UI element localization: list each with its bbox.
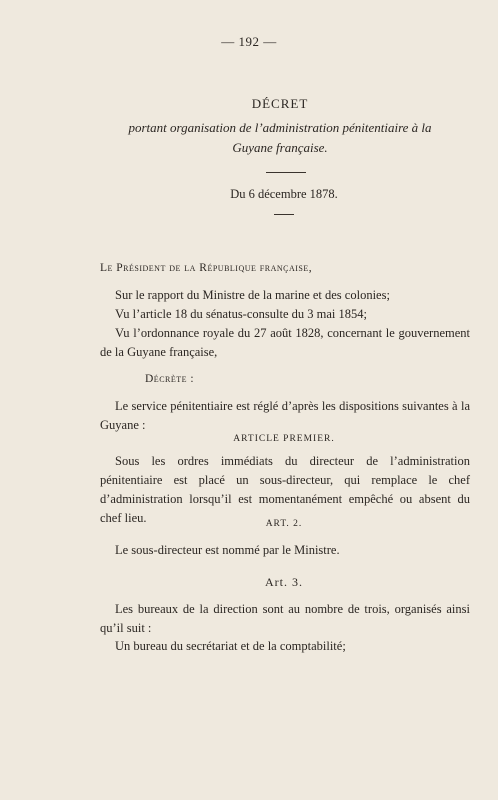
- article-2-heading: ART. 2.: [265, 519, 303, 529]
- list-item: Un bureau du secrétariat et de la comptabilité;: [115, 639, 346, 653]
- article-3-heading: Art. 3.: [265, 575, 303, 589]
- article-2-text: Le sous-directeur est nommé par le Ministre.: [115, 543, 340, 557]
- article-3-text: Les bureaux de la direction sont au nombre de trois, organisés ainsi qu’il suit :: [100, 602, 470, 635]
- salutation: Le Président de la République française,: [100, 262, 313, 274]
- article-1-heading: ARTICLE PREMIER.: [233, 434, 335, 444]
- page-number: — 192 —: [221, 34, 277, 49]
- decree-subtitle: portant organisation de l’administration pénitentiaire à la Guyane française.: [128, 120, 432, 155]
- consideration-3: Vu l’ordonnance royale du 27 août 1828, concernant le gouvernement de la Guyane française,: [100, 326, 470, 359]
- article-1-text: Sous les ordres immédiats du directeur de l’administration pénitentiaire est placé un sous-directeur, qui remplace le chef d’administration lorsqu’il est momentanément empêché ou absent du chef lieu.: [100, 454, 470, 525]
- intro-paragraph: Le service pénitentiaire est réglé d’après les dispositions suivantes à la Guyane :: [100, 399, 470, 432]
- divider-rule: [266, 172, 306, 173]
- divider-rule: [274, 214, 294, 215]
- decree-date: Du 6 décembre 1878.: [230, 187, 338, 201]
- decree-title: DÉCRET: [251, 96, 309, 111]
- decree-label: Décrète :: [145, 373, 195, 385]
- consideration-1: Sur le rapport du Ministre de la marine et des colonies;: [115, 288, 390, 302]
- consideration-2: Vu l’article 18 du sénatus-consulte du 3 mai 1854;: [115, 307, 367, 321]
